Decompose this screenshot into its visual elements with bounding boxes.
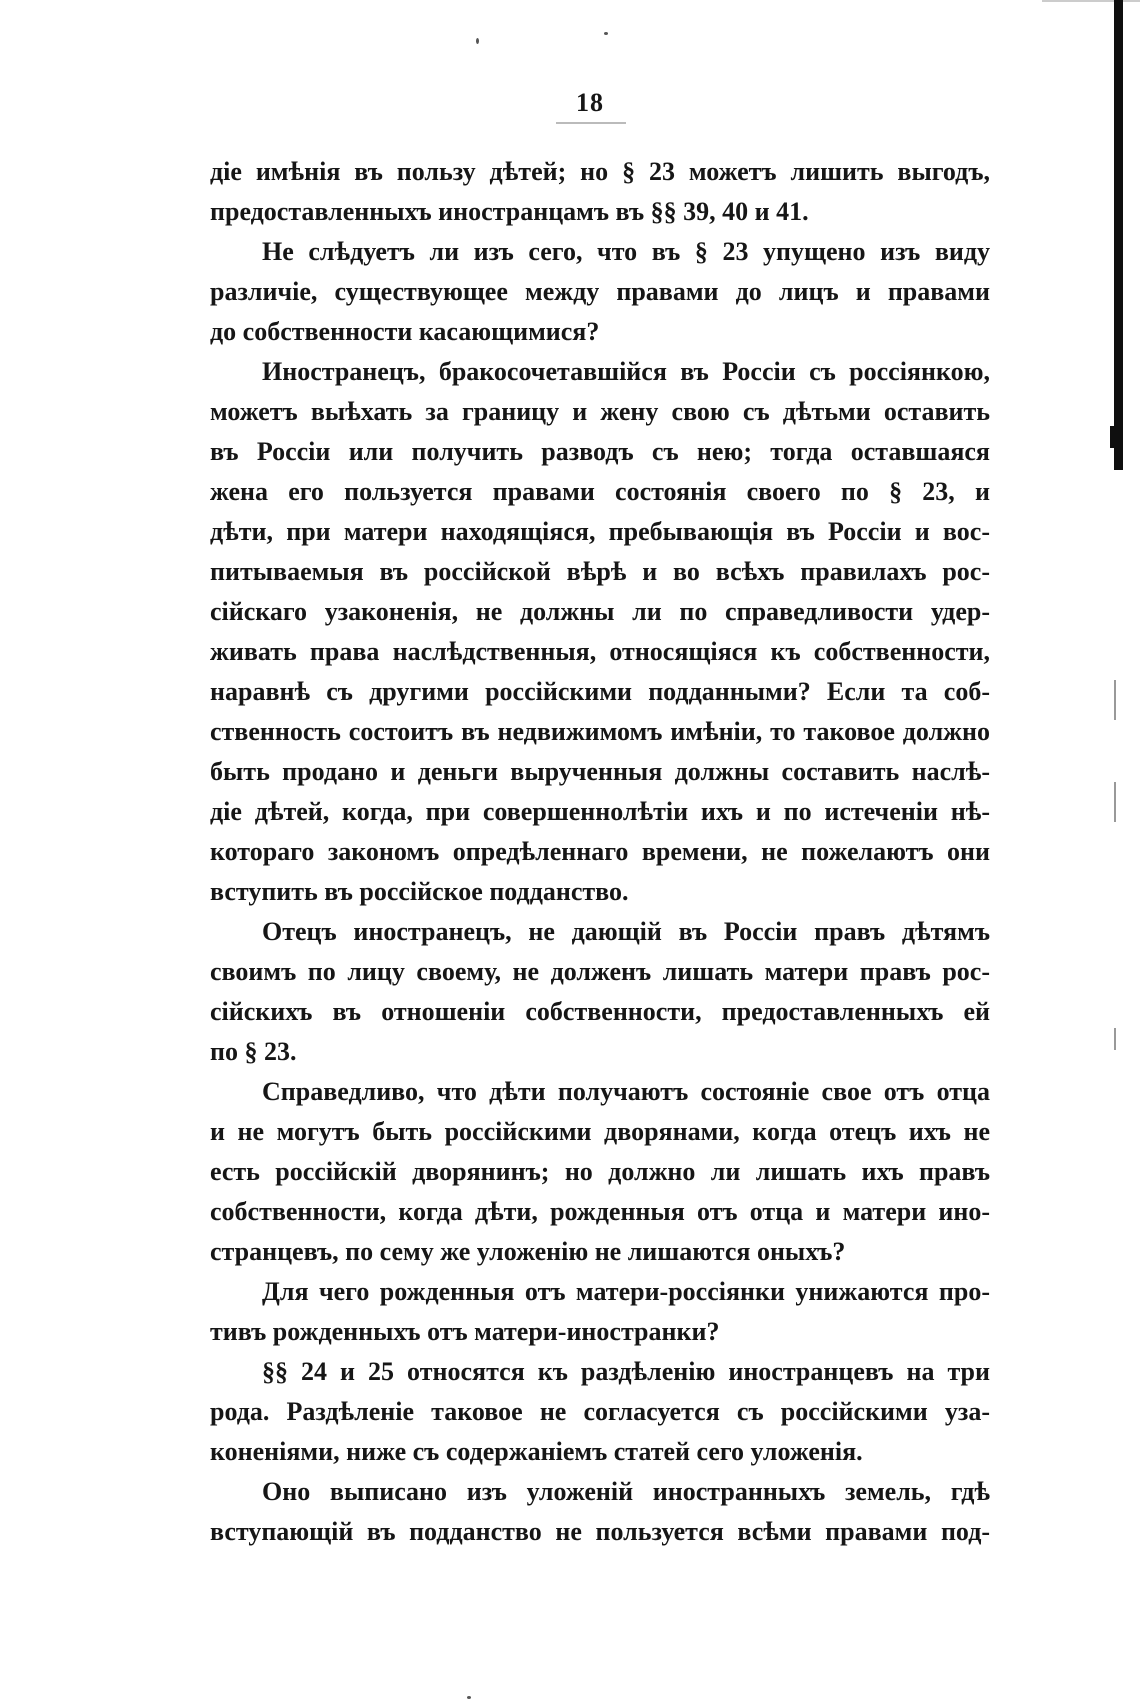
text-line: коненіями, ниже съ содержаніемъ статей сего уложенія. [210,1437,863,1466]
scan-speck [476,38,479,44]
text-line: Не слѣдуетъ ли изъ сего, что въ § 23 упущено изъ виду [262,237,990,266]
text-line: сійскаго узаконенія, не должны ли по справедливости удер- [210,597,990,626]
text-line: живать права наслѣдственныя, относящіяся къ собственности, [210,637,990,666]
text-line: и не могутъ быть россійскими дворянами, когда отецъ ихъ не [210,1117,990,1146]
scan-edge-notch [1110,426,1116,448]
scan-edge-mark [1114,1028,1116,1050]
text-line: до собственности касающимися? [210,317,600,346]
scan-edge-mark [1114,680,1116,720]
text-line: своимъ по лицу своему, не долженъ лишать матери правъ рос- [210,957,990,986]
body-text [210,152,990,1552]
text-line: собственности, когда дѣти, рожденныя отъ отца и матери ино- [210,1197,990,1226]
text-line: діе дѣтей, когда, при совершеннолѣтіи ихъ и по истеченіи нѣ- [210,797,990,826]
text-line: въ Россіи или получить разводъ съ нею; тогда оставшаяся [210,437,990,466]
text-line: странцевъ, по сему же уложенію не лишаются оныхъ? [210,1237,846,1266]
text-line: котораго закономъ опредѣленнаго времени, не пожелаютъ они [210,837,990,866]
text-line: можетъ выѣхать за границу и жену свою съ дѣтьми оставить [210,397,990,426]
text-line: Иностранецъ, бракосочетавшійся въ Россіи съ россіянкою, [262,357,990,386]
text-line: по § 23. [210,1037,297,1066]
text-line: діе имѣнія въ пользу дѣтей; но § 23 можетъ лишить выгодъ, [210,157,990,186]
scan-edge-line [1042,0,1140,2]
text-line: предоставленныхъ иностранцамъ въ §§ 39, 40 и 41. [210,197,809,226]
text-line: сійскихъ въ отношеніи собственности, предоставленныхъ ей [210,997,990,1026]
text-line: вступающій въ подданство не пользуется всѣми правами под- [210,1517,990,1546]
text-line: Оно выписано изъ уложеній иностранныхъ земель, гдѣ [262,1477,990,1506]
text-line: §§ 24 и 25 относятся къ раздѣленію иностранцевъ на три [262,1357,990,1386]
text-line: наравнѣ съ другими россійскими подданными? Если та соб- [210,677,990,706]
text-line: дѣти, при матери находящіяся, пребывающія въ Россіи и вос- [210,517,990,546]
text-line: различіе, существующее между правами до лицъ и правами [210,277,990,306]
scan-edge-mark [1114,782,1116,822]
text-line: есть россійскій дворянинъ; но должно ли лишать ихъ правъ [210,1157,990,1186]
scan-speck [467,1696,471,1699]
text-line: вступить въ россійское подданство. [210,877,629,906]
text-line: рода. Раздѣленіе таковое не согласуется съ россійскими уза- [210,1397,990,1426]
text-line: ственность состоитъ въ недвижимомъ имѣніи, то таковое должно [210,717,990,746]
text-line: Отецъ иностранецъ, не дающій въ Россіи правъ дѣтямъ [262,917,990,946]
text-line: жена его пользуется правами состоянія своего по § 23, и [210,477,990,506]
scan-edge-shadow [1114,0,1123,470]
text-line: Для чего рожденныя отъ матери-россіянки унижаются про- [262,1277,990,1306]
scan-speck [604,32,608,35]
page-number: 18 [576,88,604,117]
text-line: Справедливо, что дѣти получаютъ состояніе свое отъ отца [262,1077,990,1106]
text-line: быть продано и деньги вырученныя должны составить наслѣ- [210,757,990,786]
text-line: тивъ рожденныхъ отъ матери-иностранки? [210,1317,720,1346]
page-number-underline [556,122,626,124]
text-line: питываемыя въ россійской вѣрѣ и во всѣхъ правилахъ рос- [210,557,990,586]
